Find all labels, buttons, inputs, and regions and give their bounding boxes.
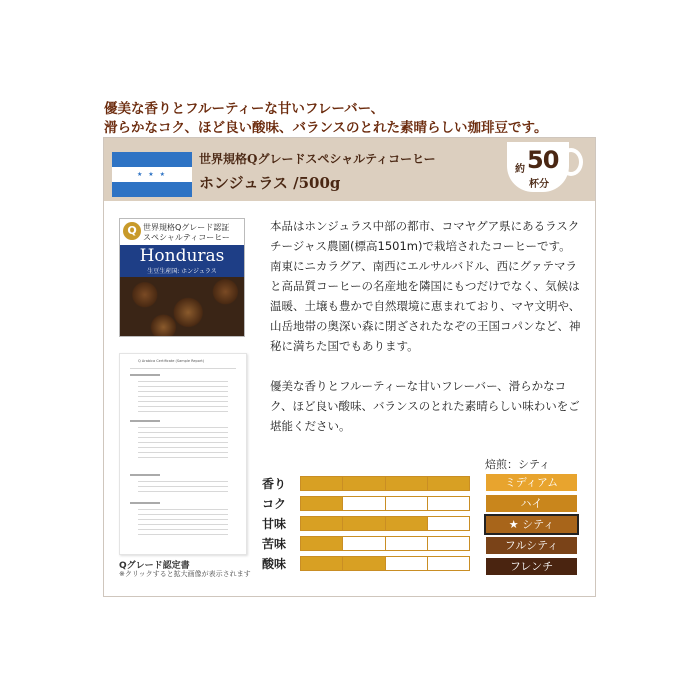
rating-label: 甘味 [262, 517, 287, 531]
rating-bar [300, 536, 470, 551]
rating-cell [343, 497, 385, 510]
rating-label: コク [262, 497, 287, 511]
package-line-2: スペシャルティコーヒー [143, 233, 230, 242]
certificate-note: ※クリックすると拡大画像が表示されます [119, 570, 251, 578]
product-title: ホンジュラス /500g [199, 174, 341, 192]
rating-cell [386, 537, 428, 550]
roast-level-item: ハイ [486, 495, 577, 512]
rating-cell [428, 497, 469, 510]
product-banner [104, 138, 595, 201]
rating-cell [301, 477, 343, 490]
description-paragraph-2: 南東にニカラグア、南西にエルサルバドル、西にグァテマラと高品質コーヒーの名産地を隣国にもつだけでなく、気候は温暖、土壌も豊かで自然環境に恵まれており、マヤ文明や、山岳地帯の奥深い森に閉ざされたなぞの王国コパンなど、神秘に満ちた国でもあります。 [270, 259, 581, 353]
rating-cell [386, 557, 428, 570]
rating-bar [300, 496, 470, 511]
certificate-thumbnail[interactable] [119, 353, 247, 555]
coffee-beans-image [120, 277, 244, 336]
package-image [119, 218, 245, 337]
coffee-cup-icon [507, 142, 579, 197]
product-card [103, 137, 596, 597]
rating-cell [343, 517, 385, 530]
flag-stars: ★ ★ ★ [137, 171, 167, 178]
rating-bar [300, 556, 470, 571]
roast-level-item: フレンチ [486, 558, 577, 575]
description-paragraph-1: 本品はホンジュラス中部の都市、コマヤグア県にあるラスクチージャス農園(標高1501m)で栽培されたコーヒーです。 [270, 219, 580, 253]
product-description [270, 216, 588, 436]
cup-suffix: 杯分 [529, 179, 549, 190]
tagline-line-1: 優美な香りとフルーティーな甘いフレーバー、 [104, 101, 385, 117]
certificate-title: Q Arabica Certificate (Sample Report) [138, 359, 205, 363]
roast-level-item: ★ シティ [486, 516, 577, 533]
package-name: Honduras [139, 246, 225, 266]
package-origin: 生豆生産国: ホンジュラス [147, 268, 217, 275]
banner-subtitle: 世界規格Qグレードスペシャルティコーヒー [199, 152, 436, 166]
rating-cell [343, 557, 385, 570]
rating-cell [301, 557, 343, 570]
rating-cell [386, 497, 428, 510]
rating-cell [386, 517, 428, 530]
rating-cell [386, 477, 428, 490]
rating-label: 香り [262, 477, 287, 491]
tagline [104, 100, 614, 138]
rating-cell [343, 477, 385, 490]
cup-prefix: 約 [515, 164, 525, 175]
q-grade-logo-icon: Q [123, 222, 141, 240]
roast-level-item: ミディアム [486, 474, 577, 491]
rating-cell [301, 537, 343, 550]
rating-bar [300, 516, 470, 531]
roast-level-label: 焙煎：シティ [485, 458, 551, 471]
rating-cell [343, 537, 385, 550]
rating-label: 苦味 [262, 537, 287, 551]
roast-level-item: フルシティ [486, 537, 577, 554]
rating-cell [301, 517, 343, 530]
rating-cell [428, 537, 469, 550]
rating-cell [428, 517, 469, 530]
rating-cell [428, 477, 469, 490]
certificate-caption: Qグレード認定書 [119, 561, 190, 571]
rating-bar [300, 476, 470, 491]
package-line-1: 世界規格Qグレード認証 [143, 223, 230, 232]
rating-label: 酸味 [262, 557, 287, 571]
rating-cell [428, 557, 469, 570]
cup-count: 50 [527, 146, 559, 174]
rating-cell [301, 497, 343, 510]
honduras-flag-icon [112, 152, 192, 197]
tagline-line-2: 滑らかなコク、ほど良い酸味、バランスのとれた素晴らしい珈琲豆です。 [104, 120, 548, 136]
description-paragraph-3: 優美な香りとフルーティーな甘いフレーバー、滑らかなコク、ほど良い酸味、バランスのとれた素晴らしい味わいをご堪能ください。 [270, 379, 580, 433]
